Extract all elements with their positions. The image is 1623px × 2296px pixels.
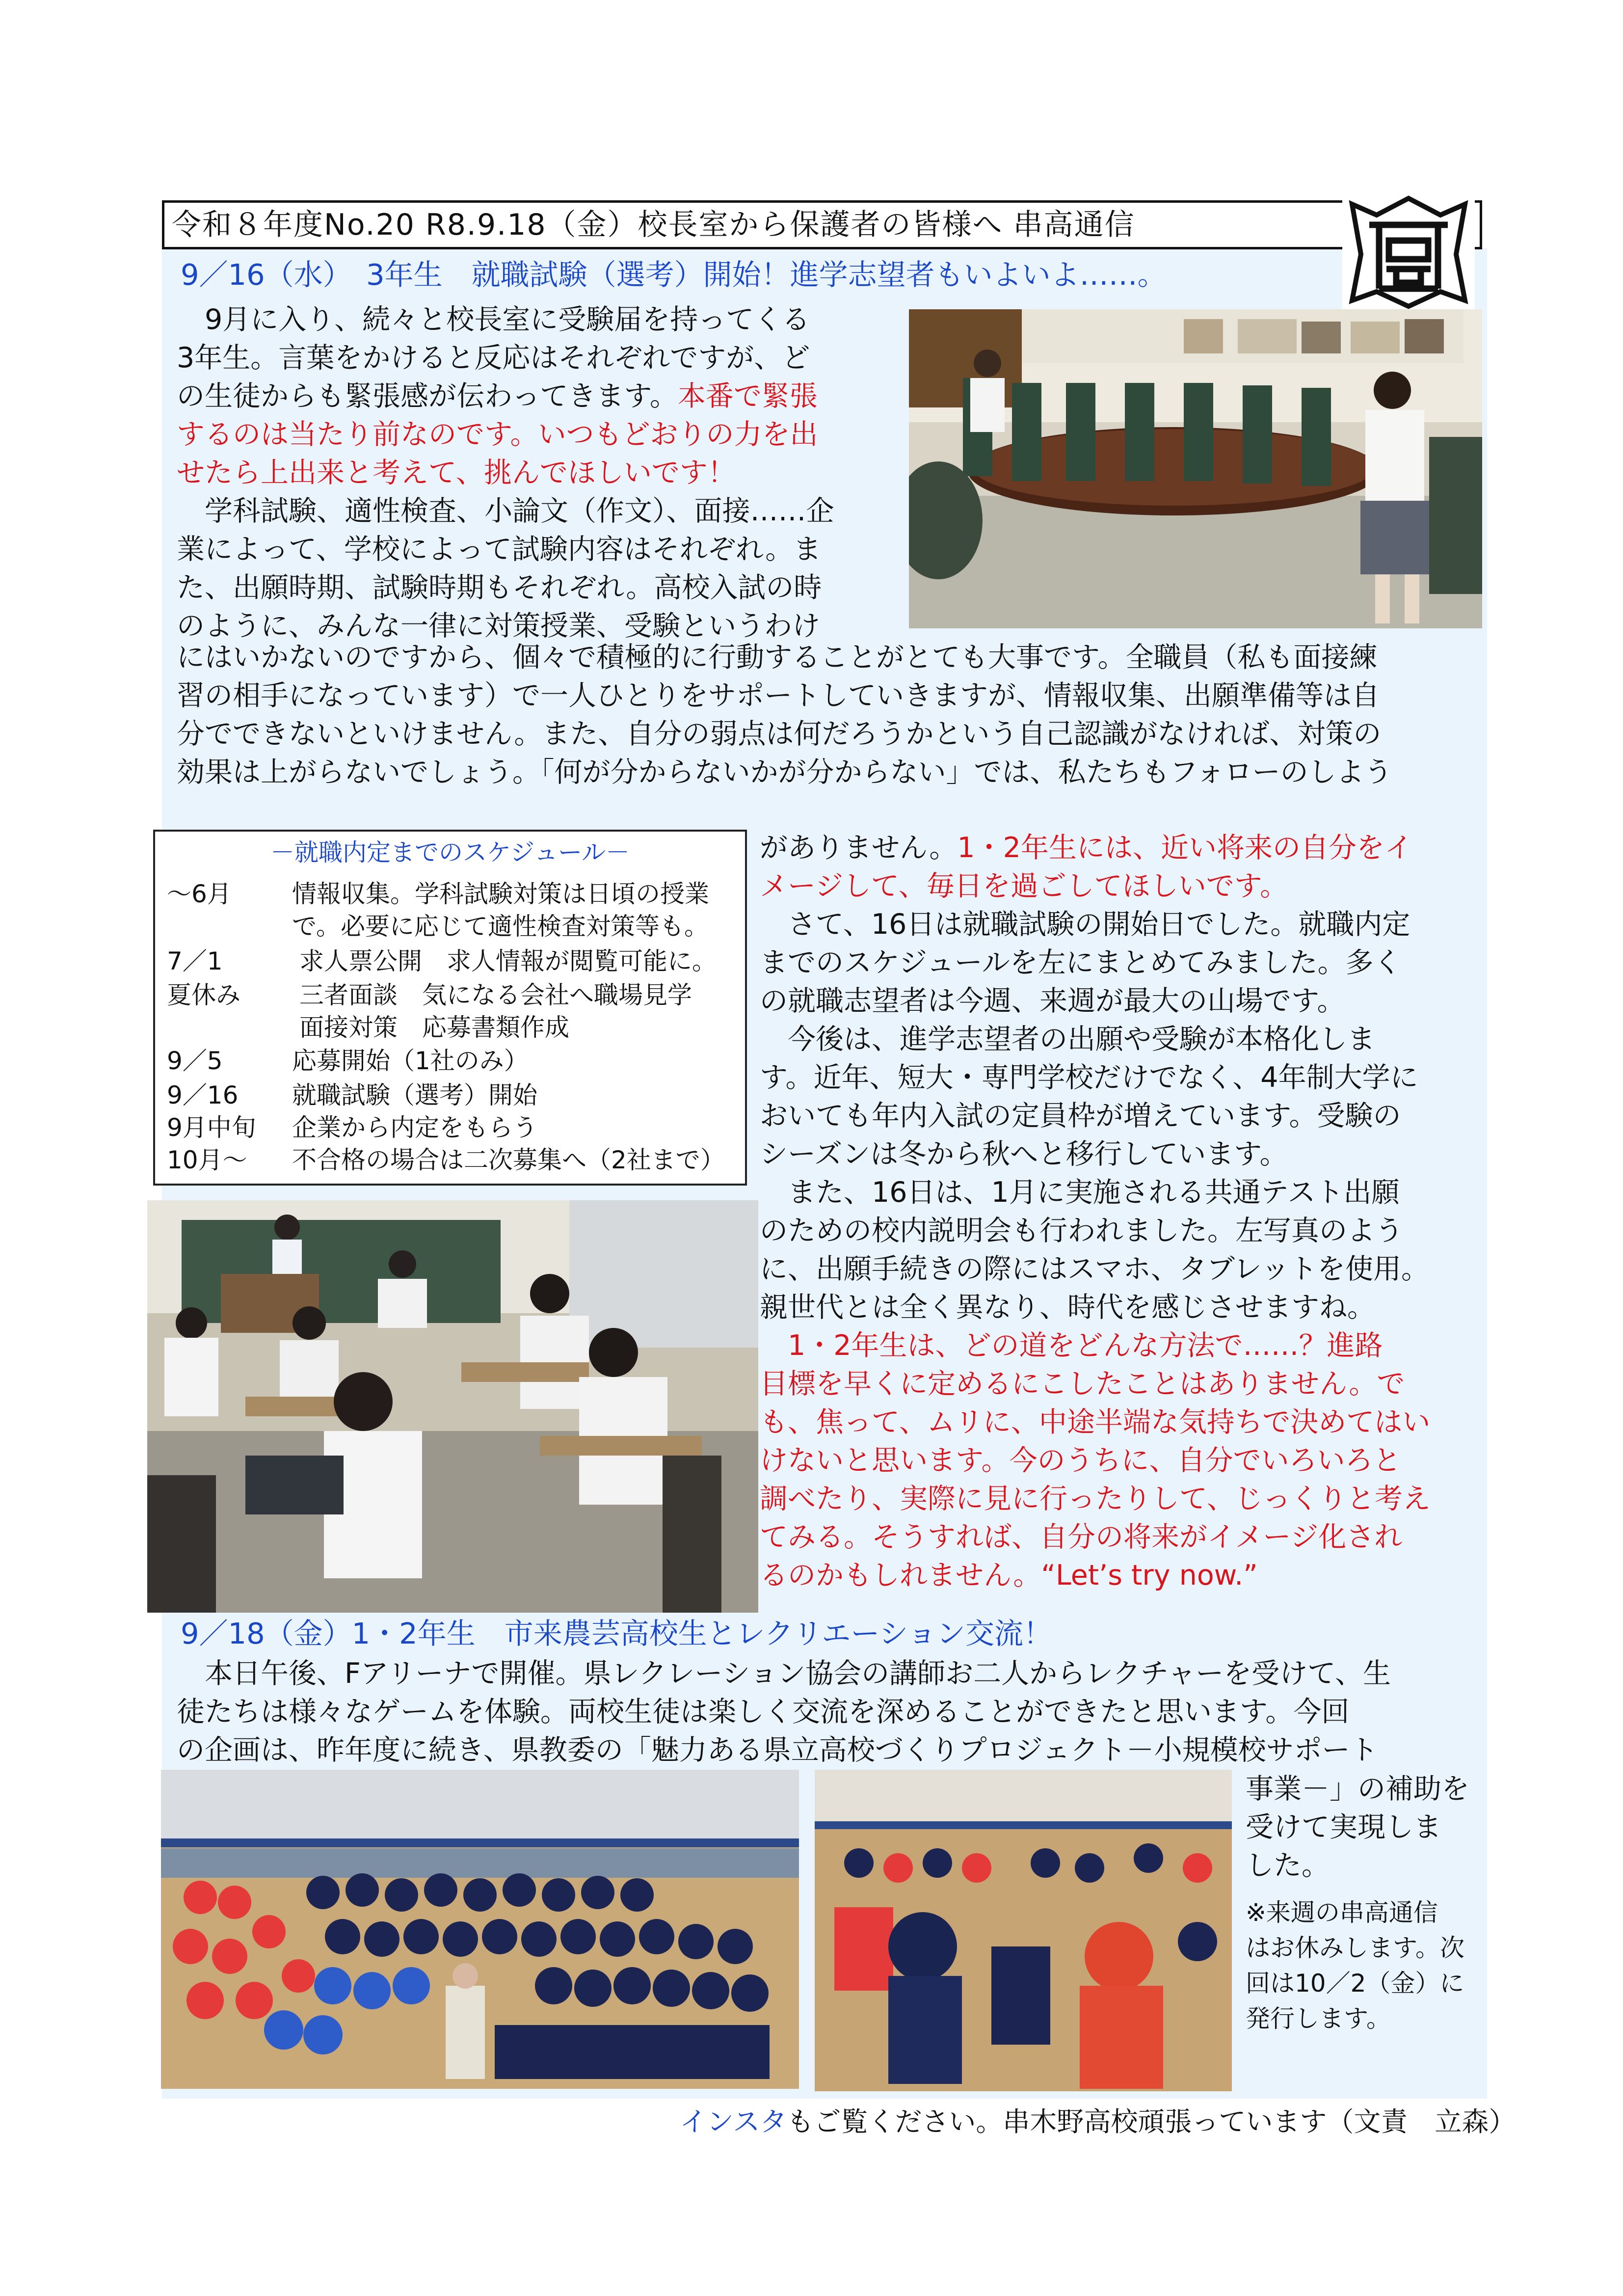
article2-body <box>177 1654 1391 1769</box>
text-line: ※来週の串高通信 <box>1246 1898 1438 1927</box>
schedule-date: 9／16 <box>167 1081 239 1109</box>
text-line: 分でできないといけません。また、自分の弱点は何だろうかという自己認識がなければ、対策の <box>177 718 1382 750</box>
highlight-line: てみる。そうすれば、自分の将来がイメージ化され <box>760 1521 1403 1553</box>
text-segment: がありません。 <box>760 832 958 864</box>
text-line: までのスケジュールを左にまとめてみました。多く <box>760 946 1402 979</box>
text-line: にはいかないのですから、個々で積極的に行動することがとても大事です。全職員（私も面接練 <box>177 641 1378 674</box>
article2-side-text <box>1246 1770 1469 1885</box>
text-line: 徒たちは様々なゲームを体験。両校生徒は楽しく交流を深めることができたと思います。今回 <box>177 1696 1350 1728</box>
article1-right-column <box>760 829 1431 1594</box>
footer-text: もご覧ください。串木野高校頑張っています（文責 立森） <box>787 2106 1516 2137</box>
highlight-line: も、焦って、ムリに、中途半端な気持ちで決めてはい <box>760 1406 1431 1438</box>
text-line: のように、みんな一律に対策授業、受験というわけ <box>177 610 820 642</box>
schedule-date: 9月中旬 <box>167 1113 256 1142</box>
notice-next-issue <box>1246 1895 1464 2036</box>
school-crest-logo <box>1342 195 1475 309</box>
schedule-text: 企業から内定をもらう <box>292 1113 537 1142</box>
article2-heading: 9／18（金）1・2年生 市来農芸高校生とレクリエーション交流！ <box>181 1617 1052 1650</box>
schedule-text: 不合格の場合は二次募集へ（2社まで） <box>292 1146 725 1174</box>
text-line: 学科試験、適性検査、小論文（作文）、面接……企 <box>177 495 834 527</box>
photo-group-gym <box>161 1770 799 2089</box>
text-line: 親世代とは全く異なり、時代を感じさせますね。 <box>760 1291 1375 1324</box>
article1-body-full <box>177 638 1392 791</box>
schedule-date: 10月～ <box>167 1146 247 1174</box>
text-line: はお休みします。次 <box>1246 1934 1464 1962</box>
photo-recreation-activity <box>815 1770 1232 2091</box>
schedule-text: 情報収集。学科試験対策は日頃の授業 <box>292 880 709 908</box>
highlight-line: せたら上出来と考えて、挑んでほしいです！ <box>177 457 736 489</box>
text-line: 回は10／2（金）に <box>1246 1969 1464 1998</box>
schedule-title: －就職内定までのスケジュール－ <box>270 838 630 866</box>
text-line: 今後は、進学志望者の出願や受験が本格化しま <box>760 1023 1375 1055</box>
text-line: シーズンは冬から秋へと移行しています。 <box>760 1138 1288 1170</box>
article1-intro <box>177 300 834 645</box>
article1-heading: 9／16（水） 3年生 就職試験（選考）開始！進学志望者もいよいよ……。 <box>181 258 1167 292</box>
highlight-line: 目標を早くに定めるにこしたことはありません。で <box>760 1368 1405 1400</box>
text-segment: の生徒からも緊張感が伝わってきます。 <box>177 380 678 412</box>
highlight-line: するのは当たり前なのです。いつもどおりの力を出 <box>177 418 818 451</box>
text-line: 3年生。言葉をかけると反応はそれぞれですが、ど <box>177 342 810 374</box>
schedule-date: 9／5 <box>167 1047 223 1075</box>
text-line: 事業－」の補助を <box>1246 1773 1469 1805</box>
highlight-text: 本番で緊張 <box>677 380 818 412</box>
text-line: の企画は、昨年度に続き、県教委の「魅力ある県立高校づくりプロジェクト－小規模校サポート <box>177 1734 1378 1766</box>
text-line: おいても年内入試の定員枠が増えています。受験の <box>760 1100 1401 1132</box>
highlight-line: 1・2年生は、どの道をどんな方法で……？進路 <box>760 1329 1383 1362</box>
text-line: 本日午後、Fアリーナで開催。県レクレーション協会の講師お二人からレクチャーを受けて、生 <box>177 1657 1391 1690</box>
text-line: の就職志望者は今週、来週が最大の山場です。 <box>760 985 1345 1017</box>
text-line <box>760 829 1431 867</box>
text-line: 習の相手になっています）で一人ひとりをサポートしていきますが、情報収集、出願準備等は自 <box>177 679 1380 712</box>
schedule-date: 7／1 <box>167 947 223 975</box>
highlight-line: 調べたり、実際に見に行ったりして、じっくりと考え <box>760 1483 1431 1515</box>
highlight-line: メージして、毎日を過ごしてほしいです。 <box>760 870 1288 902</box>
text-line: また、16日は、1月に実施される共通テスト出願 <box>760 1176 1400 1209</box>
text-line <box>177 377 834 415</box>
text-line: す。近年、短大・専門学校だけでなく、4年制大学に <box>760 1061 1418 1094</box>
photo-classroom-briefing <box>147 1200 758 1613</box>
footer <box>680 2102 1516 2141</box>
highlight-line: るのかもしれません。“Let’s try now.” <box>760 1559 1258 1592</box>
photo-principal-office <box>909 309 1482 628</box>
highlight-line: けないと思います。今のうちに、自分でいろいろと <box>760 1444 1401 1477</box>
schedule-text: 就職試験（選考）開始 <box>292 1081 537 1109</box>
text-line: さて、16日は就職試験の開始日でした。就職内定 <box>760 908 1410 941</box>
page-title: 令和８年度No.20 R8.9.18（金）校長室から保護者の皆様へ 串高通信 <box>172 208 1135 242</box>
text-line: 発行します。 <box>1246 2004 1391 2033</box>
text-line: に、出願手続きの際にはスマホ、タブレットを使用。 <box>760 1253 1430 1285</box>
schedule-text: で。必要に応じて適性検査対策等も。 <box>292 912 709 941</box>
text-line: した。 <box>1246 1849 1330 1882</box>
text-line: 業によって、学校によって試験内容はそれぞれ。ま <box>177 533 822 566</box>
text-line: 効果は上がらないでしょう。「何が分からないかが分からない」では、私たちもフォローのしよう <box>177 756 1392 788</box>
schedule-text: 応募開始（1社のみ） <box>292 1047 529 1075</box>
schedule-text: 三者面談 気になる会社へ職場見学 <box>299 981 692 1009</box>
schedule-date: ～6月 <box>167 880 232 908</box>
schedule-text: 面接対策 応募書類作成 <box>299 1013 569 1042</box>
text-line: 受けて実現しま <box>1246 1811 1441 1843</box>
text-line: た、出願時期、試験時期もそれぞれ。高校入試の時 <box>177 571 822 604</box>
schedule-text: 求人票公開 求人情報が閲覧可能に。 <box>299 947 717 975</box>
highlight-text: 1・2年生には、近い将来の自分をイ <box>957 832 1412 864</box>
instagram-link[interactable]: インスタ <box>680 2106 787 2137</box>
schedule-date: 夏休み <box>167 981 240 1009</box>
text-line: のための校内説明会も行われました。左写真のよう <box>760 1215 1403 1247</box>
text-line: 9月に入り、続々と校長室に受験届を持ってくる <box>177 303 810 336</box>
